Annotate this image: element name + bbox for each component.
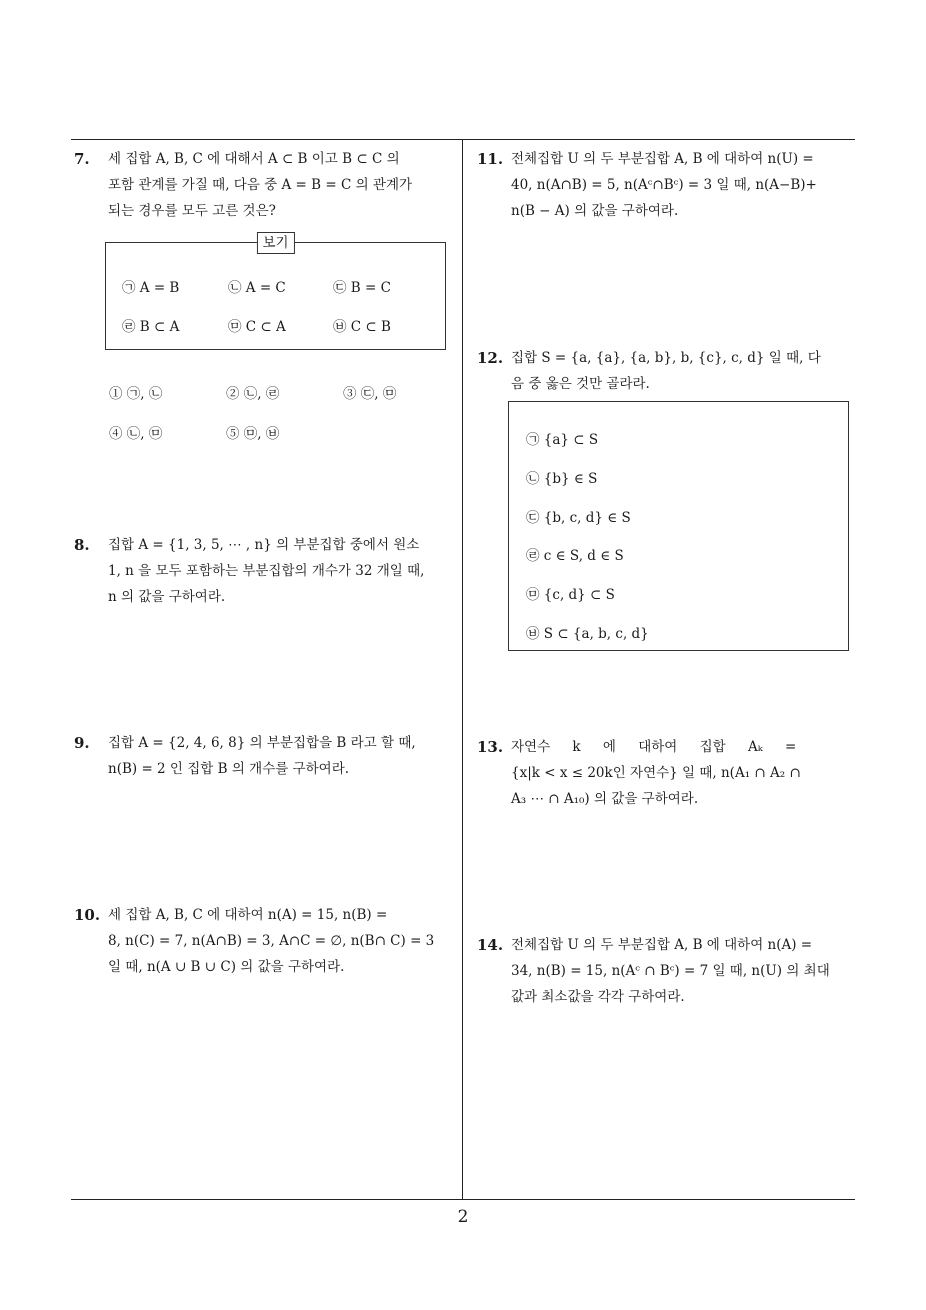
box-item: ㉤ C ⊂ A — [228, 319, 286, 335]
box-item: ㉣ c ∈ S, d ∈ S — [526, 548, 624, 564]
problem-line: A₃ ⋯ ∩ A₁₀) 의 값을 구하여라. — [511, 791, 699, 807]
problem-line: n(B − A) 의 값을 구하여라. — [511, 203, 679, 219]
problem-line: 집합 A = {1, 3, 5, ⋯ , n} 의 부분집합 중에서 원소 — [108, 537, 420, 553]
problem-12 — [477, 345, 859, 397]
problem-text — [108, 730, 456, 782]
problem-text — [108, 532, 456, 610]
box-title: 보기 — [256, 232, 294, 254]
problem-13 — [477, 734, 859, 812]
problem-text — [108, 902, 456, 980]
page-number: 2 — [457, 1207, 469, 1227]
statement-box — [508, 401, 849, 651]
answer-choice: ③ ㉢, ㉤ — [343, 386, 397, 402]
problem-line: 집합 A = {2, 4, 6, 8} 의 부분집합을 B 라고 할 때, — [108, 735, 416, 751]
problem-line: 일 때, n(A ∪ B ∪ C) 의 값을 구하여라. — [108, 959, 345, 975]
box-item: ㉠ A = B — [122, 280, 180, 296]
problem-line: 세 집합 A, B, C 에 대하여 n(A) = 15, n(B) = — [108, 907, 388, 923]
problem-number: 9. — [74, 734, 90, 752]
problem-14 — [477, 932, 859, 1010]
box-item: ㉤ {c, d} ⊂ S — [526, 587, 615, 603]
bottom-rule — [71, 1199, 855, 1200]
problem-line: 전체집합 U 의 두 부분집합 A, B 에 대하여 n(U) = — [511, 151, 814, 167]
box-item: ㉢ {b, c, d} ∈ S — [526, 510, 631, 526]
problem-line: 1, n 을 모두 포함하는 부분집합의 개수가 32 개일 때, — [108, 563, 425, 579]
column-divider — [462, 139, 463, 1200]
problem-8 — [74, 532, 456, 610]
problem-text — [511, 734, 859, 812]
answer-choice: ① ㉠, ㉡ — [109, 386, 163, 402]
problem-number: 12. — [477, 349, 504, 367]
example-box — [105, 235, 446, 350]
box-item: ㉡ {b} ∈ S — [526, 471, 598, 487]
box-item: ㉥ S ⊂ {a, b, c, d} — [526, 626, 649, 642]
problem-line: 자연수 k 에 대하여 집합 Aₖ = — [511, 739, 797, 755]
problem-line: 40, n(A∩B) = 5, n(Aᶜ∩Bᶜ) = 3 일 때, n(A−B)+ — [511, 177, 817, 193]
problem-number: 14. — [477, 936, 504, 954]
problem-number: 13. — [477, 738, 504, 756]
problem-10 — [74, 902, 456, 980]
problem-9 — [74, 730, 456, 782]
problem-text — [108, 146, 456, 224]
problem-text — [511, 345, 859, 397]
problem-number: 10. — [74, 906, 101, 924]
box-item: ㉠ {a} ⊂ S — [526, 432, 599, 448]
problem-text — [511, 932, 859, 1010]
problem-line: 전체집합 U 의 두 부분집합 A, B 에 대하여 n(A) = — [511, 937, 813, 953]
answer-choice: ④ ㉡, ㉤ — [109, 426, 163, 442]
box-item: ㉥ C ⊂ B — [333, 319, 391, 335]
box-item: ㉣ B ⊂ A — [122, 319, 180, 335]
problem-line: 세 집합 A, B, C 에 대해서 A ⊂ B 이고 B ⊂ C 의 — [108, 151, 400, 167]
box-item: ㉡ A = C — [228, 280, 286, 296]
problem-line: n(B) = 2 인 집합 B 의 개수를 구하여라. — [108, 761, 350, 777]
top-rule — [71, 139, 855, 140]
problem-line: 8, n(C) = 7, n(A∩B) = 3, A∩C = ∅, n(B∩ C) = 3 — [108, 933, 435, 949]
problem-line: n 의 값을 구하여라. — [108, 589, 226, 605]
problem-line: 되는 경우를 모두 고른 것은? — [108, 203, 276, 219]
answer-choice: ② ㉡, ㉣ — [226, 386, 280, 402]
problem-line: {x|k < x ≤ 20k인 자연수} 일 때, n(A₁ ∩ A₂ ∩ — [511, 765, 801, 781]
problem-text — [511, 146, 859, 224]
answer-choice: ⑤ ㉤, ㉥ — [226, 426, 280, 442]
problem-number: 11. — [477, 150, 504, 168]
problem-line: 34, n(B) = 15, n(Aᶜ ∩ Bᶜ) = 7 일 때, n(U) 의 최대 — [511, 963, 830, 979]
problem-number: 7. — [74, 150, 90, 168]
problem-number: 8. — [74, 536, 90, 554]
problem-11 — [477, 146, 859, 224]
problem-line: 집합 S = {a, {a}, {a, b}, b, {c}, c, d} 일 때, 다 — [511, 350, 821, 366]
problem-7 — [74, 146, 456, 224]
box-item: ㉢ B = C — [333, 280, 391, 296]
problem-line: 포함 관계를 가질 때, 다음 중 A = B = C 의 관계가 — [108, 177, 413, 193]
problem-line: 값과 최소값을 각각 구하여라. — [511, 989, 685, 1005]
problem-line: 음 중 옳은 것만 골라라. — [511, 376, 650, 392]
